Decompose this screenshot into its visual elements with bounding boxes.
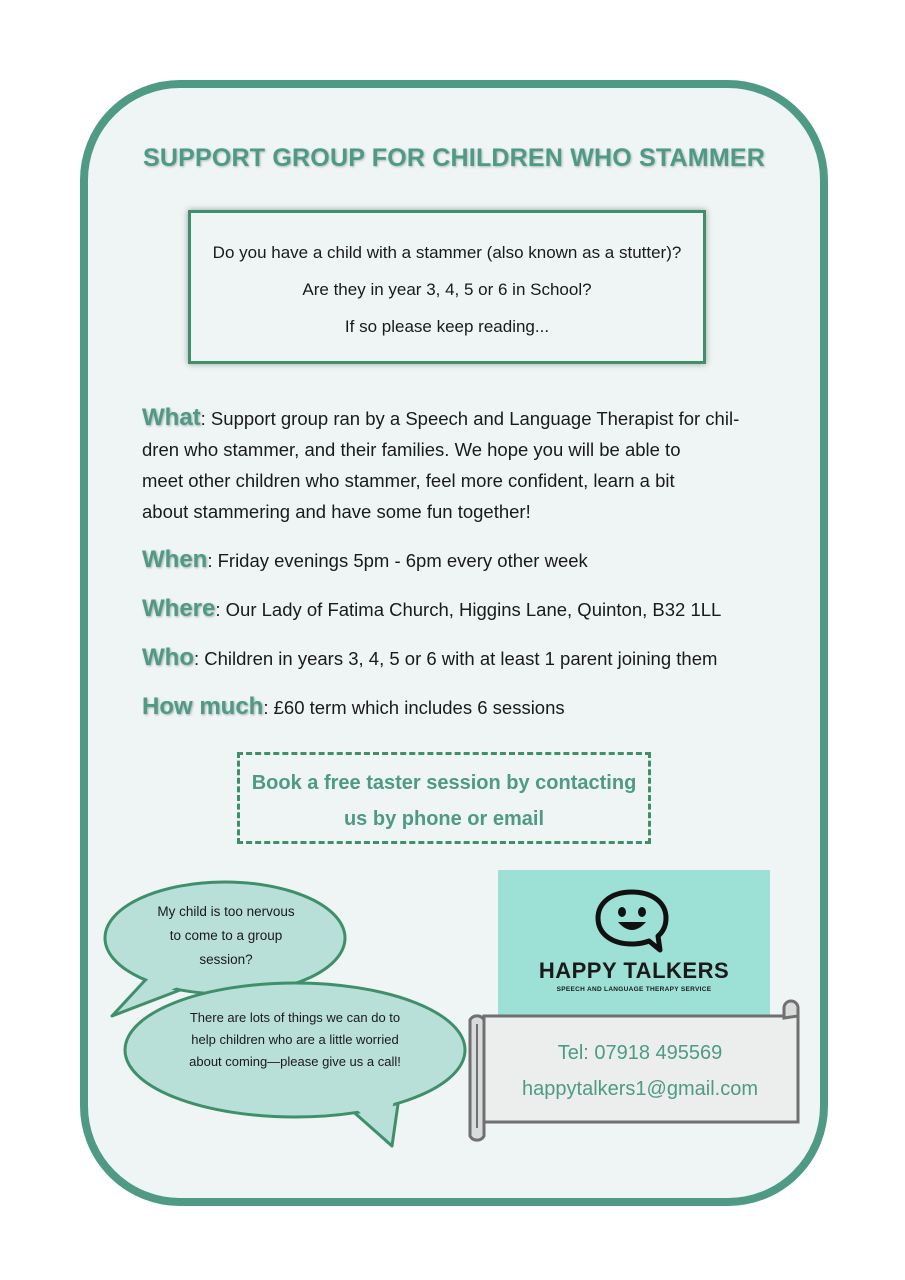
where-text: : Our Lady of Fatima Church, Higgins Lane, Quinton, B32 1LL: [215, 599, 722, 620]
taster-line-1: Book a free taster session by contacting: [251, 772, 637, 794]
smiling-speech-bubble-icon: [594, 888, 674, 956]
where-label: Where: [142, 595, 216, 622]
question-line-3: session?: [199, 952, 253, 967]
answer-line-1: There are lots of things we can do to: [189, 1010, 401, 1025]
intro-line-3: If so please keep reading...: [344, 317, 550, 336]
contact-email[interactable]: happytalkers1@gmail.com: [522, 1078, 758, 1100]
what-section: [142, 402, 782, 527]
question-line-2: to come to a group: [169, 928, 283, 943]
poster-title: SUPPORT GROUP FOR CHILDREN WHO STAMMER: [143, 144, 765, 172]
question-bubble-text: [128, 900, 324, 972]
what-label: What: [142, 404, 201, 431]
contact-phone[interactable]: Tel: 07918 495569: [557, 1042, 723, 1064]
who-label: Who: [142, 644, 194, 671]
taster-line-2: us by phone or email: [343, 808, 545, 830]
intro-box: [188, 210, 706, 364]
intro-line-1: Do you have a child with a stammer (also known as a stutter)?: [212, 243, 682, 262]
contact-scroll: [462, 996, 808, 1148]
taster-callout: [237, 752, 651, 844]
answer-line-2: help children who are a little worried: [191, 1032, 399, 1047]
intro-line-2: Are they in year 3, 4, 5 or 6 in School?: [302, 280, 592, 299]
logo-subtitle: SPEECH AND LANGUAGE THERAPY SERVICE: [556, 986, 712, 993]
question-line-1: My child is too nervous: [157, 904, 295, 919]
who-section: [142, 642, 782, 674]
what-text-2: dren who stammer, and their families. We hope you will be able to: [142, 439, 681, 460]
what-text-1: : Support group ran by a Speech and Language Therapist for chil-: [200, 408, 740, 429]
who-text: : Children in years 3, 4, 5 or 6 with at least 1 parent joining them: [193, 648, 718, 669]
logo-name: HAPPY TALKERS: [538, 958, 730, 983]
answer-bubble-text: [165, 1007, 425, 1073]
what-text-3: meet other children who stammer, feel more confident, learn a bit: [142, 470, 675, 491]
where-section: [142, 593, 782, 625]
how-much-text: : £60 term which includes 6 sessions: [263, 697, 565, 718]
when-section: [142, 544, 782, 576]
what-text-4: about stammering and have some fun together!: [142, 501, 531, 522]
how-much-section: [142, 691, 782, 723]
when-text: : Friday evenings 5pm - 6pm every other week: [207, 550, 588, 571]
when-label: When: [142, 546, 208, 573]
how-much-label: How much: [142, 693, 264, 720]
answer-line-3: about coming—please give us a call!: [189, 1054, 401, 1069]
